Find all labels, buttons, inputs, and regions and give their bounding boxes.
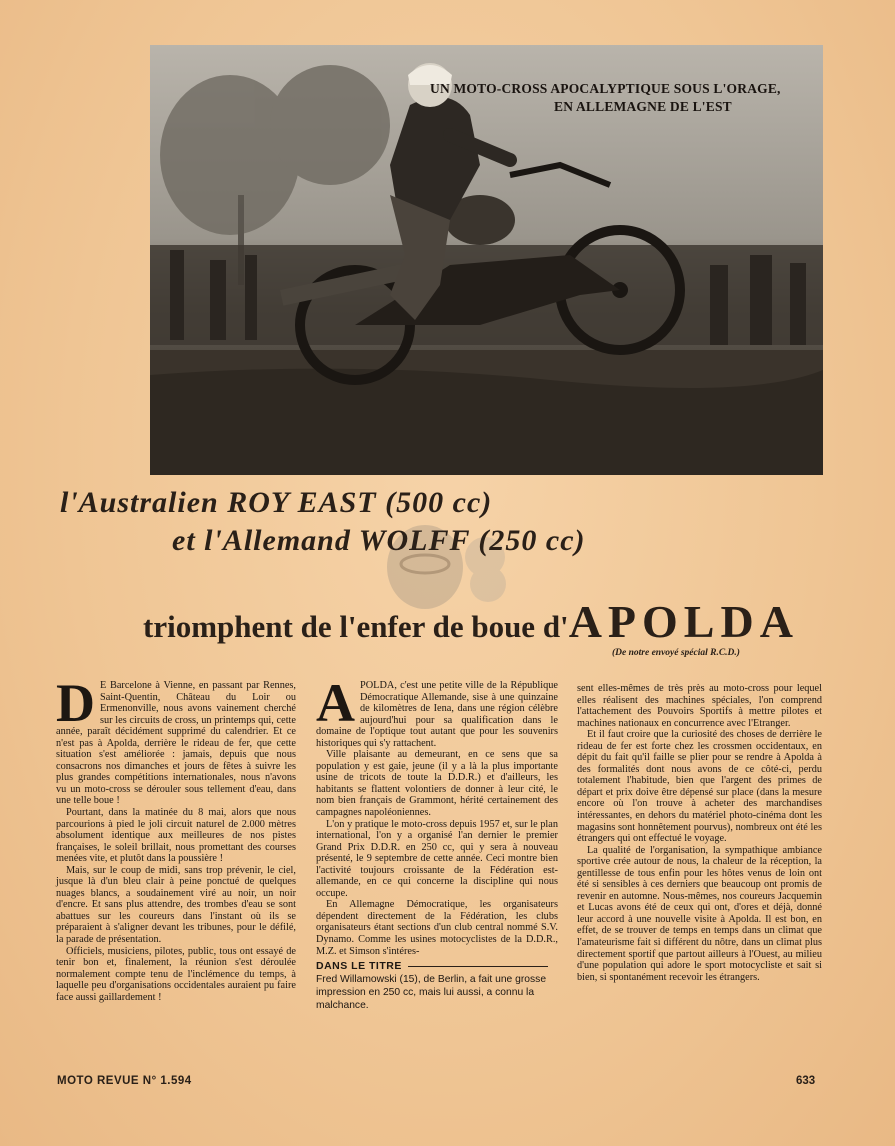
- photo-caption-subhead: DANS LE TITRE: [316, 961, 558, 973]
- headline-line2: et l'Allemand WOLFF (250 cc): [172, 524, 586, 557]
- photo-caption-line2: EN ALLEMAGNE DE L'EST: [554, 99, 732, 114]
- motocross-photo: [150, 45, 823, 475]
- column3-paragraph: La qualité de l'organisation, la sympathique ambiance sportive crée autour de nous, la chaleur de la réception, la gentillesse de tous enfin pour les hôtes venus de loin ont été si sensibles à ces derniers que beaucoup ont promis de revenir en automne. Nous-mêmes, nos coureurs Jacquemin et Lucas avons été de ceux qui ont, d'ores et déjà, donné leur accord à une nouvelle visite à Apolda. Il est bon, en effet, de se trouver de temps en temps dans un climat que l'amateurisme fait si différent du nôtre, dans un climat plus directement sportif que partout ailleurs à l'Ouest, au milieu d'une population qui adore le sport motocycliste et sait si bien, si spontanément recevoir les étrangers.: [577, 844, 822, 983]
- article-column-3: [577, 683, 822, 983]
- photo-caption-line1: UN MOTO-CROSS APOCALYPTIQUE SOUS L'ORAGE,: [430, 81, 781, 96]
- dropcap: A: [316, 673, 355, 733]
- photo-caption-text: Fred Willamowski (15), de Berlin, a fait une grosse impression en 250 cc, mais lui aussi, a connu la malchance.: [316, 973, 547, 1011]
- column2-paragraph: Ville plaisante au demeurant, en ce sens que sa population y est gaie, jeune (il y a là la plus importante usine de tricots de toute la D.D.R.) et d'ailleurs, les habitants se flattent volontiers de donner à leur cité, le nom bien français de Grammont, hérité certainement des campagnes napoléoniennes.: [316, 749, 558, 819]
- column2-paragraph: En Allemagne Démocratique, les organisateurs dépendent directement de la Fédération, les clubs organisateurs étant sections d'un club central nommé S.V. Dynamo. Comme les usines motocyclistes de la D.D.R., M.Z. et Simson s'intéres-: [316, 899, 558, 957]
- column1-paragraph: Officiels, musiciens, pilotes, public, tous ont essayé de tenir bon et, finalement, la réunion s'est déroulée normalement compte tenu de l'inclémence du temps, à laquelle peu d'organisations occidentales auraient pu faire face aussi gaillardement !: [56, 945, 296, 1003]
- column2-paragraph: APOLDA, c'est une petite ville de la République Démocratique Allemande, sise à une quinzaine de kilomètres de Iena, dans une région célèbre aujourd'hui pour sa qualification dans le domaine de l'optique tout autant que pour les souvenirs historiques qui s'y rattachent.: [316, 673, 558, 749]
- photo-caption: [430, 80, 823, 116]
- dropcap: D: [56, 673, 95, 733]
- headline-place-name: APOLDA: [568, 596, 799, 647]
- column3-paragraph: Et il faut croire que la curiosité des choses de derrière le rideau de fer est forte chez les crossmen occidentaux, en dépit du fait qu'il faille se plier pour se rendre à Apolda à des formalités dont nous avons de ce côté-ci, perdu totalement l'habitude, bien que l'argent des primes de départ et prix doive être dépensé sur place (dans la mesure encore où l'on trouve à acheter des marchandises intéressantes, en dehors du matériel photo-cinéma dont les magasins sont honnêtement pourvus), nombreux ont été les étrangers qui ont effectué le voyage.: [577, 729, 822, 845]
- column3-paragraph: sent elles-mêmes de très près au moto-cross pour lequel elles réalisent des machines spéciales, l'on comprend l'attachement des Pouvoirs Sportifs à mettre pilotes et machines nationaux en concurrence avec l'Etranger.: [577, 683, 822, 729]
- headline-line3: [143, 595, 799, 648]
- subhead-rule: [408, 966, 548, 967]
- article-column-1: [56, 673, 296, 1003]
- column1-paragraph: Mais, sur le coup de midi, sans trop prévenir, le ciel, jusque là d'un bleu clair à peine ponctué de quelques nuages blancs, a soudainement viré au noir, un noir d'encre. Et sans plus attendre, des trombes d'eau se sont abattues sur les coureurs dans l'instant où ils se préparaient à s'aligner devant les tribunes, pour le défilé, la parade de présentation.: [56, 864, 296, 946]
- column1-paragraph: D E Barcelone à Vienne, en passant par Rennes, Saint-Quentin, Château du Loir ou Ermenonville, nous avons vainement cherché sur les circuits de cross, un printemps qui, cette année, paraît décidément supprimé du calendrier. Et ce n'est pas à Apolda, derrière le rideau de fer, que cette situation s'est améliorée : jamais, depuis que nous consacrons nos dimanches et jours de fêtes à suivre les plus grandes compétitions internationales, nous n'avons vu un moto-cross se dérouler sous tellement d'eau, dans une telle boue !: [56, 673, 296, 807]
- page-number: 633: [796, 1075, 816, 1087]
- headline-line3-prefix: triomphent de l'enfer de boue d': [143, 609, 569, 644]
- column2-paragraph: L'on y pratique le moto-cross depuis 1957 et, sur le plan international, l'on y a organisé l'an dernier le premier Grand Prix D.D.R. en 250 cc, qui y sera à nouveau présenté, le 9 septembre de cette année. Ceci montre bien l'activité toujours croissante de la Fédération est-allemande, en ce qui concerne la discipline qui nous occupe.: [316, 818, 558, 899]
- magazine-issue: MOTO REVUE N° 1.594: [57, 1075, 192, 1087]
- headline-line1: l'Australien ROY EAST (500 cc): [60, 486, 493, 519]
- byline: (De notre envoyé spécial R.C.D.): [612, 648, 740, 658]
- article-column-2: [316, 673, 558, 1012]
- column1-paragraph: Pourtant, dans la matinée du 8 mai, alors que nous parcourions à pied le joli circuit naturel de 2.000 mètres absolument identique aux meilleures de nos pistes françaises, le soleil brillait, nous promettant des courses menées vite, et plutôt dans la poussière !: [56, 807, 296, 865]
